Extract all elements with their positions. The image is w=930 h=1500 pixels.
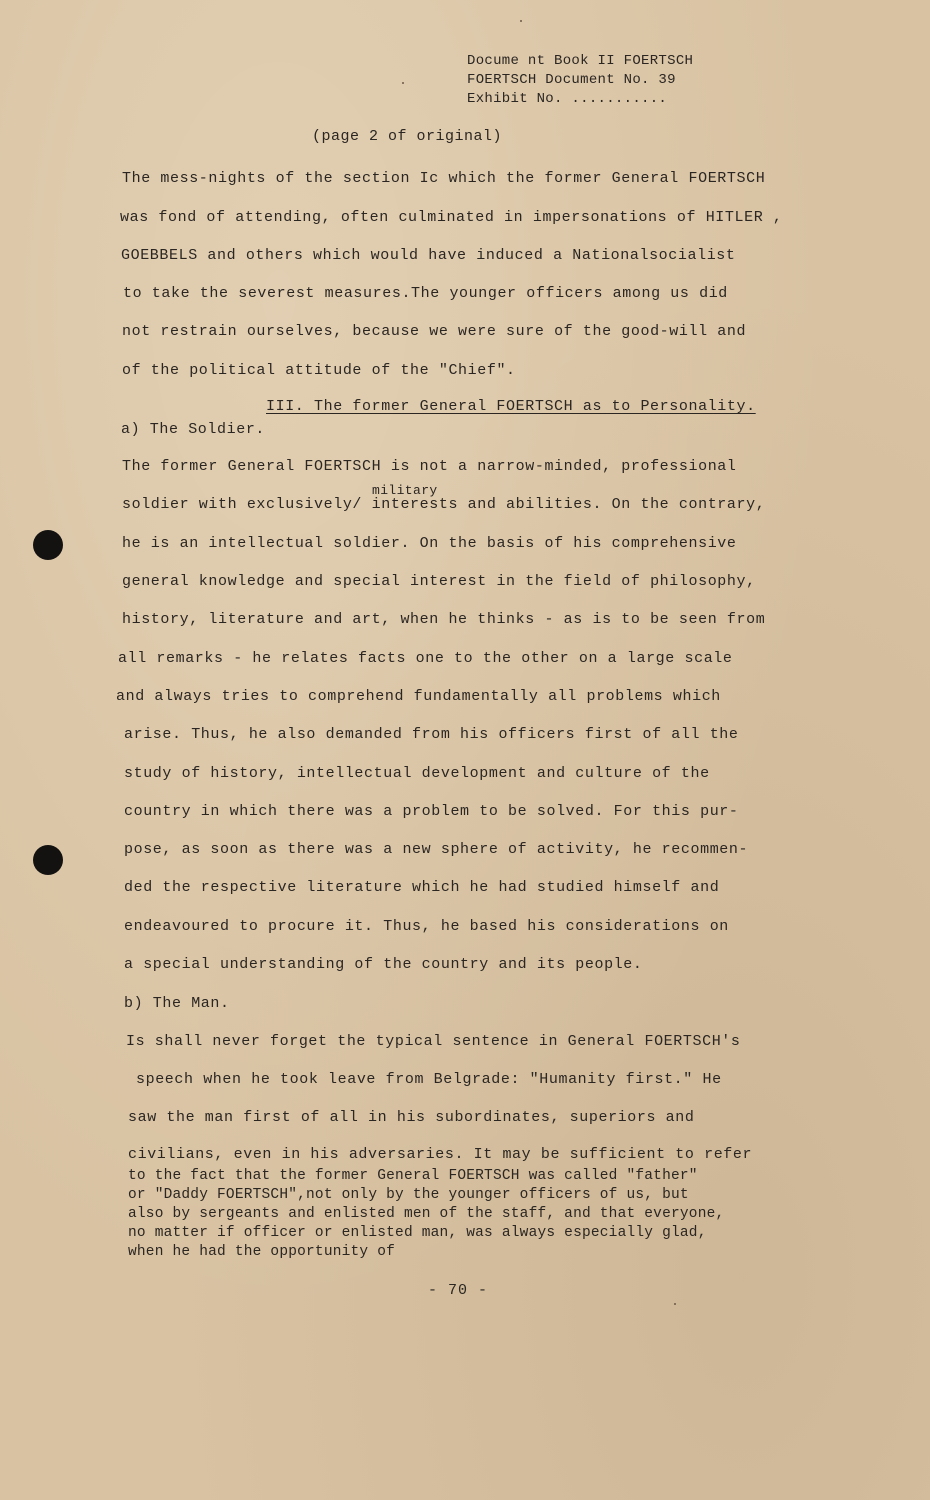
para1-line-2: was fond of attending, often culminated in impersonations of HITLER ,: [120, 209, 783, 226]
para2-line-5: history, literature and art, when he thinks - as is to be seen from: [122, 611, 766, 628]
page-number: - 70 -: [428, 1282, 489, 1299]
para3-line-6: or "Daddy FOERTSCH",not only by the younger officers of us, but: [128, 1187, 689, 1203]
paper-speck: [520, 20, 522, 22]
paper-speck: [674, 1303, 676, 1305]
para3-line-5: to the fact that the former General FOERTSCH was called "father": [128, 1168, 698, 1184]
para3-line-2: speech when he took leave from Belgrade: "Humanity first." He: [136, 1071, 722, 1088]
para2-line-12: ded the respective literature which he had studied himself and: [124, 879, 720, 896]
para2-line-3: he is an intellectual soldier. On the basis of his comprehensive: [122, 535, 737, 552]
para2-line-4: general knowledge and special interest in the field of philosophy,: [122, 573, 756, 590]
page-note: (page 2 of original): [312, 128, 503, 145]
para2-line-10: country in which there was a problem to be solved. For this pur-: [124, 803, 739, 820]
para3-line-3: saw the man first of all in his subordinates, superiors and: [128, 1109, 695, 1126]
header-line-2: FOERTSCH Document No. 39: [467, 72, 676, 88]
para3-line-4: civilians, even in his adversaries. It may be sufficient to refer: [128, 1146, 753, 1163]
para1-line-4: to take the severest measures.The younger officers among us did: [123, 285, 728, 302]
para1-line-3: GOEBBELS and others which would have induced a Nationalsocialist: [121, 247, 736, 264]
para3-line-7: also by sergeants and enlisted men of the staff, and that everyone,: [128, 1206, 725, 1222]
para3-line-1: Is shall never forget the typical sentence in General FOERTSCH's: [126, 1033, 741, 1050]
punch-hole-bottom: [33, 845, 63, 875]
header-line-3: Exhibit No. ...........: [467, 91, 668, 107]
para2-line-8: arise. Thus, he also demanded from his officers first of all the: [124, 726, 739, 743]
para2-line-11: pose, as soon as there was a new sphere of activity, he recommen-: [124, 841, 749, 858]
para1-line-5: not restrain ourselves, because we were sure of the good-will and: [122, 323, 747, 340]
subheading-soldier: a) The Soldier.: [121, 421, 266, 438]
para2-line-1: The former General FOERTSCH is not a narrow-minded, professional: [122, 458, 737, 475]
para3-line-9: when he had the opportunity of: [128, 1244, 396, 1260]
para3-line-8: no matter if officer or enlisted man, was always especially glad,: [128, 1225, 707, 1241]
para2-line-2: soldier with exclusively/ interests and abilities. On the contrary,: [122, 496, 766, 513]
header-line-1: Docume nt Book II FOERTSCH: [467, 53, 694, 69]
handwritten-insert: military: [372, 483, 438, 498]
para2-line-7: and always tries to comprehend fundamentally all problems which: [116, 688, 721, 705]
para2-line-14: a special understanding of the country and its people.: [124, 956, 643, 973]
para1-line-6: of the political attitude of the "Chief".: [122, 362, 516, 379]
para2-line-13: endeavoured to procure it. Thus, he based his considerations on: [124, 918, 729, 935]
para1-line-1: The mess-nights of the section Ic which the former General FOERTSCH: [122, 170, 766, 187]
para2-line-6: all remarks - he relates facts one to the other on a large scale: [118, 650, 733, 667]
document-header: [467, 52, 693, 109]
para2-line-9: study of history, intellectual development and culture of the: [124, 765, 710, 782]
punch-hole-top: [33, 530, 63, 560]
paper-speck: [402, 82, 404, 84]
section-heading: III. The former General FOERTSCH as to Personality.: [266, 398, 756, 415]
subheading-man: b) The Man.: [124, 995, 230, 1012]
